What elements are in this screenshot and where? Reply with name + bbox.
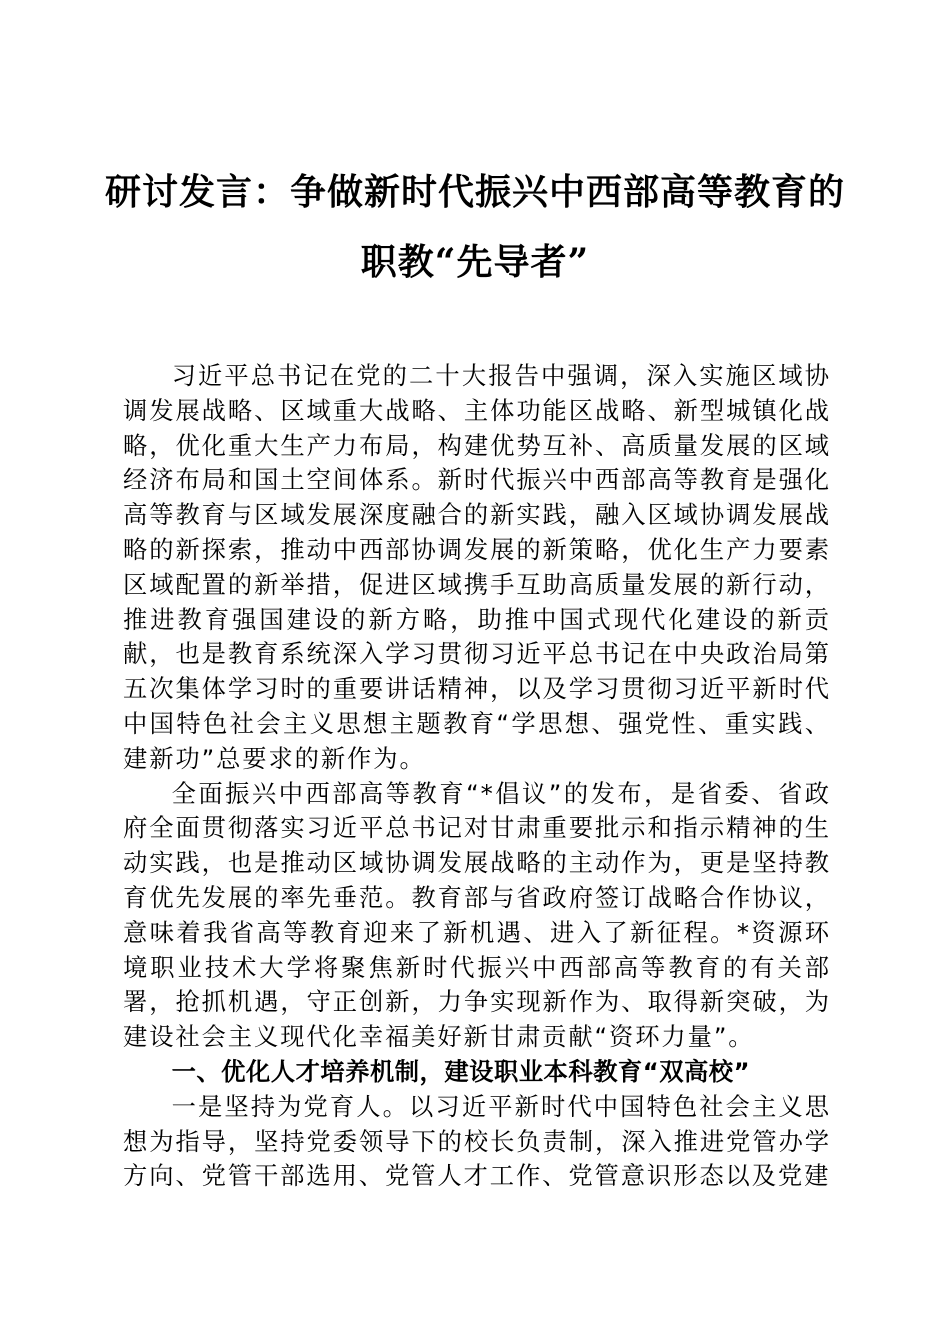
document-title-line-2: 职教“先导者”: [360, 241, 590, 283]
paragraph-initiative: 全面振兴中西部高等教育“*倡议”的发布，是省委、省政府全面贯彻落实习近平总书记对甘肃重要批示和指示精神的生动实践，也是推动区域协调发展战略的主动作为，更是坚持教育优先发展的率先垂范。教育部与省政府签订战略合作协议，意味着我省高等教育迎来了新机遇、进入了新征程。*资源环境职业技术大学将聚焦新时代振兴中西部高等教育的有关部署，抢抓机遇，守正创新，力争实现新作为、取得新突破，为建设社会主义现代化幸福美好新甘肃贡献“资环力量”。: [123, 778, 831, 1052]
paragraph-section-1: 一是坚持为党育人。以习近平新时代中国特色社会主义思想为指导，坚持党委领导下的校长负责制，深入推进党管办学方向、党管干部选用、党管人才工作、党管意识形态以及党建: [123, 1091, 831, 1191]
section-heading-1: 一、优化人才培养机制，建设职业本科教育“双高校”: [171, 1056, 751, 1086]
document-body: [123, 359, 831, 1194]
paragraph-intro: 习近平总书记在党的二十大报告中强调，深入实施区域协调发展战略、区域重大战略、主体功能区战略、新型城镇化战略，优化重大生产力布局，构建优势互补、高质量发展的区域经济布局和国土空间体系。新时代振兴中西部高等教育是强化高等教育与区域发展深度融合的新实践，融入区域协调发展战略的新探索，推动中西部协调发展的新策略，优化生产力要素区域配置的新举措，促进区域携手互助高质量发展的新行动，推进教育强国建设的新方略，助推中国式现代化建设的新贡献，也是教育系统深入学习贯彻习近平总书记在中央政治局第五次集体学习时的重要讲话精神，以及学习贯彻习近平新时代中国特色社会主义思想主题教育“学思想、强党性、重实践、建新功”总要求的新作为。: [123, 361, 831, 773]
document-title-line-1: 研讨发言：争做新时代振兴中西部高等教育的: [104, 171, 845, 213]
